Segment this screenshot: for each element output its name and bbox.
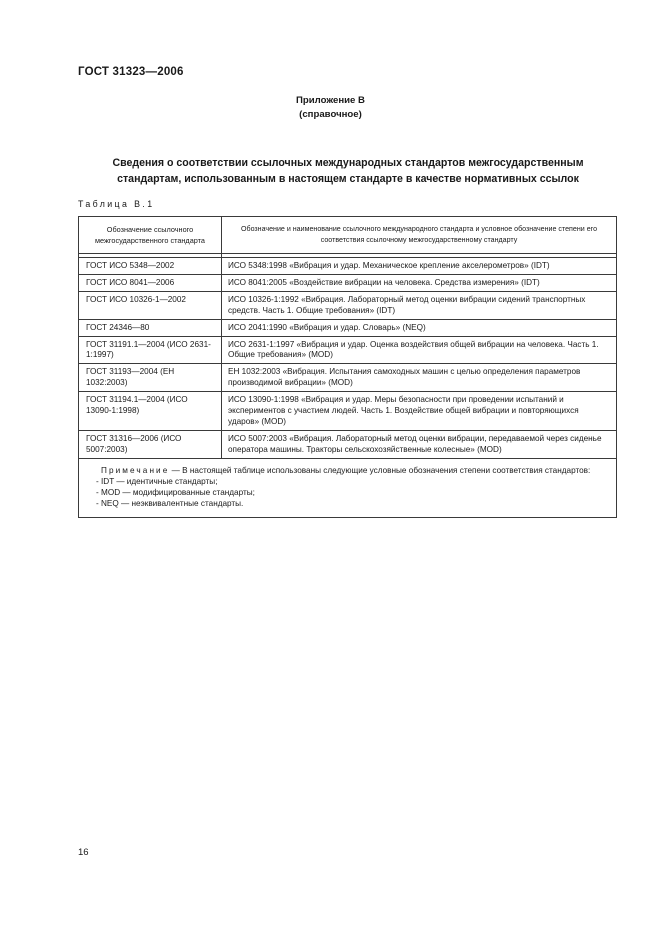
table-header-gost: Обозначение ссылочного межгосударственного стандарта: [79, 217, 222, 254]
cell-gost: ГОСТ ИСО 8041—2006: [79, 274, 222, 291]
cell-gost: ГОСТ 31316—2006 (ИСО 5007:2003): [79, 430, 222, 458]
table-row: [79, 364, 617, 392]
table-note-row: [79, 458, 617, 517]
table-header-row: [79, 217, 617, 254]
note-item: - IDT — идентичные стандарты;: [96, 476, 218, 486]
table-note: [79, 458, 617, 517]
page-number: 16: [78, 847, 89, 858]
cell-iso: ИСО 5348:1998 «Вибрация и удар. Механическое крепление акселерометров» (IDT): [222, 258, 617, 275]
cell-iso: ИСО 8041:2005 «Воздействие вибрации на человека. Средства измерения» (IDT): [222, 274, 617, 291]
cell-iso: ИСО 2041:1990 «Вибрация и удар. Словарь» (NEQ): [222, 319, 617, 336]
document-title: [78, 155, 618, 187]
cell-gost: ГОСТ 31194.1—2004 (ИСО 13090-1:1998): [79, 392, 222, 431]
table-row: [79, 430, 617, 458]
table-row: [79, 258, 617, 275]
table-row: [79, 319, 617, 336]
note-text: — В настоящей таблице использованы следующие условные обозначения степени соответствия стандартов:: [171, 465, 591, 475]
appendix-heading: [0, 94, 661, 121]
cell-iso: ИСО 5007:2003 «Вибрация. Лабораторный метод оценки вибрации, передаваемой через сиденье оператора машины. Тракторы сельскохозяйственные колесные» (MOD): [222, 430, 617, 458]
note-label: Примечание: [101, 465, 170, 475]
table-label: Таблица В.1: [78, 199, 155, 209]
cell-gost: ГОСТ 31193—2004 (ЕН 1032:2003): [79, 364, 222, 392]
appendix-subtitle: (справочное): [299, 108, 362, 120]
cell-iso: ИСО 10326-1:1992 «Вибрация. Лабораторный метод оценки вибрации сидений транспортных средств. Часть 1. Общие требования» (IDT): [222, 291, 617, 319]
table-row: [79, 336, 617, 364]
cell-iso: ИСО 13090-1:1998 «Вибрация и удар. Меры безопасности при проведении испытаний и экспериментов с участием людей. Часть 1. Воздействие общей вибрации и повторяющихся ударов» (MOD): [222, 392, 617, 431]
note-intro: [86, 465, 609, 476]
appendix-title: Приложение В: [296, 95, 365, 106]
document-title-line-1: Сведения о соответствии ссылочных международных стандартов межгосударственным: [112, 157, 584, 169]
page-header-standard: ГОСТ 31323—2006: [78, 66, 184, 78]
cell-gost: ГОСТ ИСО 10326-1—2002: [79, 291, 222, 319]
reference-table: [78, 216, 617, 518]
note-item: - MOD — модифицированные стандарты;: [96, 487, 255, 497]
table-row: [79, 291, 617, 319]
table-header-iso: Обозначение и наименование ссылочного международного стандарта и условное обозначение степени его соответствия ссылочному межгосударственному стандарту: [222, 217, 617, 254]
table-row: [79, 274, 617, 291]
cell-gost: ГОСТ 31191.1—2004 (ИСО 2631-1:1997): [79, 336, 222, 364]
cell-gost: ГОСТ ИСО 5348—2002: [79, 258, 222, 275]
table-row: [79, 392, 617, 431]
cell-gost: ГОСТ 24346—80: [79, 319, 222, 336]
cell-iso: ИСО 2631-1:1997 «Вибрация и удар. Оценка воздействия общей вибрации на человека. Часть 1. Общие требования» (MOD): [222, 336, 617, 364]
cell-iso: ЕН 1032:2003 «Вибрация. Испытания самоходных машин с целью определения параметров производимой вибрации» (MOD): [222, 364, 617, 392]
document-title-line-2: стандартам, использованным в настоящем стандарте в качестве нормативных ссылок: [117, 173, 579, 185]
note-item: - NEQ — неэквивалентные стандарты.: [96, 498, 244, 508]
